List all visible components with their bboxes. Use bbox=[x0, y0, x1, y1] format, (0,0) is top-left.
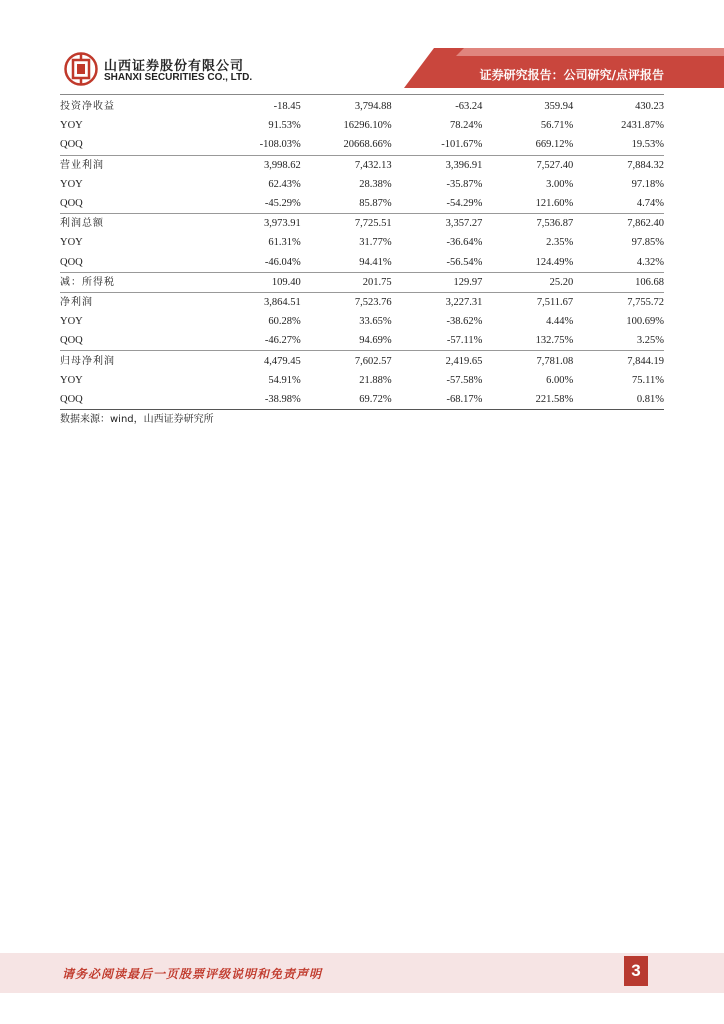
table-cell: 3,396.91 bbox=[392, 155, 483, 175]
table-cell: 221.58% bbox=[482, 390, 573, 410]
table-row bbox=[60, 331, 664, 351]
table-cell: 56.71% bbox=[540, 120, 574, 132]
table-cell: 7,536.87 bbox=[482, 214, 573, 234]
table-cell: 3,794.88 bbox=[354, 101, 392, 113]
report-type-label: 证券研究报告：公司研究/点评报告 bbox=[479, 68, 664, 82]
table-cell: 28.38% bbox=[359, 178, 392, 190]
table-cell: 61.31% bbox=[268, 237, 301, 249]
row-label bbox=[60, 292, 210, 312]
table-cell: 124.49% bbox=[535, 256, 574, 268]
row-label bbox=[60, 331, 210, 351]
table-cell: -45.29% bbox=[264, 198, 301, 210]
table-cell: 7,862.40 bbox=[573, 214, 664, 234]
table-cell: 201.75 bbox=[301, 272, 392, 292]
row-label-text: YOY bbox=[60, 374, 83, 386]
table-cell: -35.87% bbox=[446, 178, 483, 190]
table-cell: 69.72% bbox=[301, 390, 392, 410]
row-label-text: 投资净收益 bbox=[60, 101, 115, 113]
table-cell: 25.20 bbox=[482, 272, 573, 292]
table-cell: 3.25% bbox=[636, 335, 664, 347]
table-cell: 7,511.67 bbox=[482, 292, 573, 312]
row-label bbox=[60, 194, 210, 214]
table-row bbox=[60, 214, 664, 234]
data-source-note: 数据来源：wind，山西证券研究所 bbox=[60, 414, 214, 425]
table-cell: 3,227.31 bbox=[392, 292, 483, 312]
header-divider bbox=[60, 94, 664, 95]
row-label bbox=[60, 135, 210, 155]
page-number: 3 bbox=[624, 956, 648, 986]
table-cell: 33.65% bbox=[359, 316, 392, 328]
company-name-en: SHANXI SECURITIES CO., LTD. bbox=[104, 72, 253, 83]
row-label-text: QOQ bbox=[60, 256, 83, 268]
row-label-text: 减：所得税 bbox=[60, 276, 115, 288]
table-row bbox=[60, 116, 664, 135]
table-cell: 7,602.57 bbox=[301, 351, 392, 371]
row-label bbox=[60, 233, 210, 252]
company-name-cn: 山西证券股份有限公司 bbox=[104, 59, 245, 74]
table-cell: 91.53% bbox=[268, 120, 301, 132]
table-cell: 31.77% bbox=[359, 237, 392, 249]
row-label bbox=[60, 253, 210, 273]
row-label bbox=[60, 97, 210, 116]
table-cell: 129.97 bbox=[392, 272, 483, 292]
company-logo bbox=[64, 50, 284, 90]
row-label bbox=[60, 371, 210, 390]
table-cell: 7,884.32 bbox=[573, 155, 664, 175]
table-cell: 100.69% bbox=[626, 316, 664, 328]
row-label bbox=[60, 351, 210, 371]
row-label-text: YOY bbox=[60, 120, 83, 132]
table-row bbox=[60, 135, 664, 155]
table-cell: 3,973.91 bbox=[210, 214, 301, 234]
table-cell: 7,781.08 bbox=[482, 351, 573, 371]
financial-table bbox=[60, 97, 664, 410]
table-cell: 0.81% bbox=[573, 390, 664, 410]
table-cell: -108.03% bbox=[259, 139, 301, 151]
table-cell: -68.17% bbox=[392, 390, 483, 410]
table-cell: 7,527.40 bbox=[482, 155, 573, 175]
table-row bbox=[60, 351, 664, 371]
row-label-text: QOQ bbox=[60, 393, 83, 405]
row-label-text: 归母净利润 bbox=[60, 355, 115, 367]
table-cell: 109.40 bbox=[210, 272, 301, 292]
table-cell: 7,755.72 bbox=[573, 292, 664, 312]
table-cell: 2.35% bbox=[546, 237, 574, 249]
table-cell: 7,725.51 bbox=[301, 214, 392, 234]
table-row bbox=[60, 97, 664, 116]
table-cell: -57.11% bbox=[446, 335, 483, 347]
table-cell: 62.43% bbox=[268, 178, 301, 190]
table-row bbox=[60, 233, 664, 252]
table-cell: 4,479.45 bbox=[210, 351, 301, 371]
row-label-text: YOY bbox=[60, 178, 83, 190]
table-cell: 3.00% bbox=[546, 178, 574, 190]
table-cell: -18.45 bbox=[273, 101, 301, 113]
table-cell: -38.98% bbox=[210, 390, 301, 410]
table-row bbox=[60, 194, 664, 214]
table-cell: -56.54% bbox=[446, 256, 483, 268]
table-cell: 4.44% bbox=[546, 316, 574, 328]
page-header bbox=[0, 0, 724, 95]
row-label-text: YOY bbox=[60, 237, 83, 249]
table-cell: -36.64% bbox=[446, 237, 483, 249]
row-label-text: QOQ bbox=[60, 198, 83, 210]
table-cell: -54.29% bbox=[446, 198, 483, 210]
table-cell: 75.11% bbox=[632, 374, 664, 386]
table-row bbox=[60, 272, 664, 292]
table-row bbox=[60, 175, 664, 194]
table-cell: -38.62% bbox=[446, 316, 483, 328]
row-label bbox=[60, 214, 210, 234]
table-cell: 85.87% bbox=[359, 198, 392, 210]
table-cell: 94.41% bbox=[359, 256, 392, 268]
logo-emblem-icon bbox=[64, 52, 98, 86]
row-label bbox=[60, 116, 210, 135]
table-cell: 3,864.51 bbox=[210, 292, 301, 312]
table-cell: 7,432.13 bbox=[301, 155, 392, 175]
table-row bbox=[60, 312, 664, 331]
table-cell: -63.24 bbox=[455, 101, 483, 113]
row-label bbox=[60, 390, 210, 410]
row-label bbox=[60, 312, 210, 331]
table-cell: 132.75% bbox=[535, 335, 574, 347]
row-label-text: QOQ bbox=[60, 139, 83, 151]
table-cell: 60.28% bbox=[268, 316, 301, 328]
table-cell: 97.18% bbox=[631, 178, 664, 190]
table-cell: -46.04% bbox=[264, 256, 301, 268]
table-cell: -101.67% bbox=[441, 139, 483, 151]
table-cell: 16296.10% bbox=[343, 120, 392, 132]
table-cell: 4.32% bbox=[636, 256, 664, 268]
row-label-text: YOY bbox=[60, 316, 83, 328]
row-label-text: 净利润 bbox=[60, 296, 93, 308]
table-cell: 430.23 bbox=[635, 101, 664, 113]
row-label-text: QOQ bbox=[60, 335, 83, 347]
table-cell: 121.60% bbox=[535, 198, 574, 210]
table-cell: 78.24% bbox=[450, 120, 483, 132]
table-cell: 94.69% bbox=[359, 335, 392, 347]
page-footer bbox=[0, 953, 724, 993]
table-cell: -57.58% bbox=[446, 374, 483, 386]
table-cell: 97.85% bbox=[631, 237, 664, 249]
table-row bbox=[60, 155, 664, 175]
table-cell: 4.74% bbox=[636, 198, 664, 210]
table-cell: 669.12% bbox=[535, 139, 574, 151]
table-row bbox=[60, 292, 664, 312]
row-label-text: 营业利润 bbox=[60, 159, 104, 171]
table-cell: 6.00% bbox=[546, 374, 574, 386]
table-cell: 54.91% bbox=[268, 374, 301, 386]
table-cell: -46.27% bbox=[264, 335, 301, 347]
table-cell: 3,998.62 bbox=[210, 155, 301, 175]
row-label bbox=[60, 272, 210, 292]
row-label bbox=[60, 175, 210, 194]
table-cell: 359.94 bbox=[544, 101, 574, 113]
table-cell: 7,844.19 bbox=[573, 351, 664, 371]
row-label-text: 利润总额 bbox=[60, 218, 104, 230]
row-label bbox=[60, 155, 210, 175]
table-cell: 3,357.27 bbox=[392, 214, 483, 234]
table-cell: 7,523.76 bbox=[301, 292, 392, 312]
table-cell: 106.68 bbox=[573, 272, 664, 292]
disclaimer-text: 请务必阅读最后一页股票评级说明和免责声明 bbox=[62, 967, 323, 981]
table-row bbox=[60, 371, 664, 390]
table-row bbox=[60, 253, 664, 273]
table-row bbox=[60, 390, 664, 410]
table-cell: 2431.87% bbox=[621, 120, 664, 132]
table-cell: 21.88% bbox=[359, 374, 392, 386]
table-cell: 2,419.65 bbox=[392, 351, 483, 371]
table-cell: 19.53% bbox=[631, 139, 664, 151]
table-cell: 20668.66% bbox=[343, 139, 392, 151]
